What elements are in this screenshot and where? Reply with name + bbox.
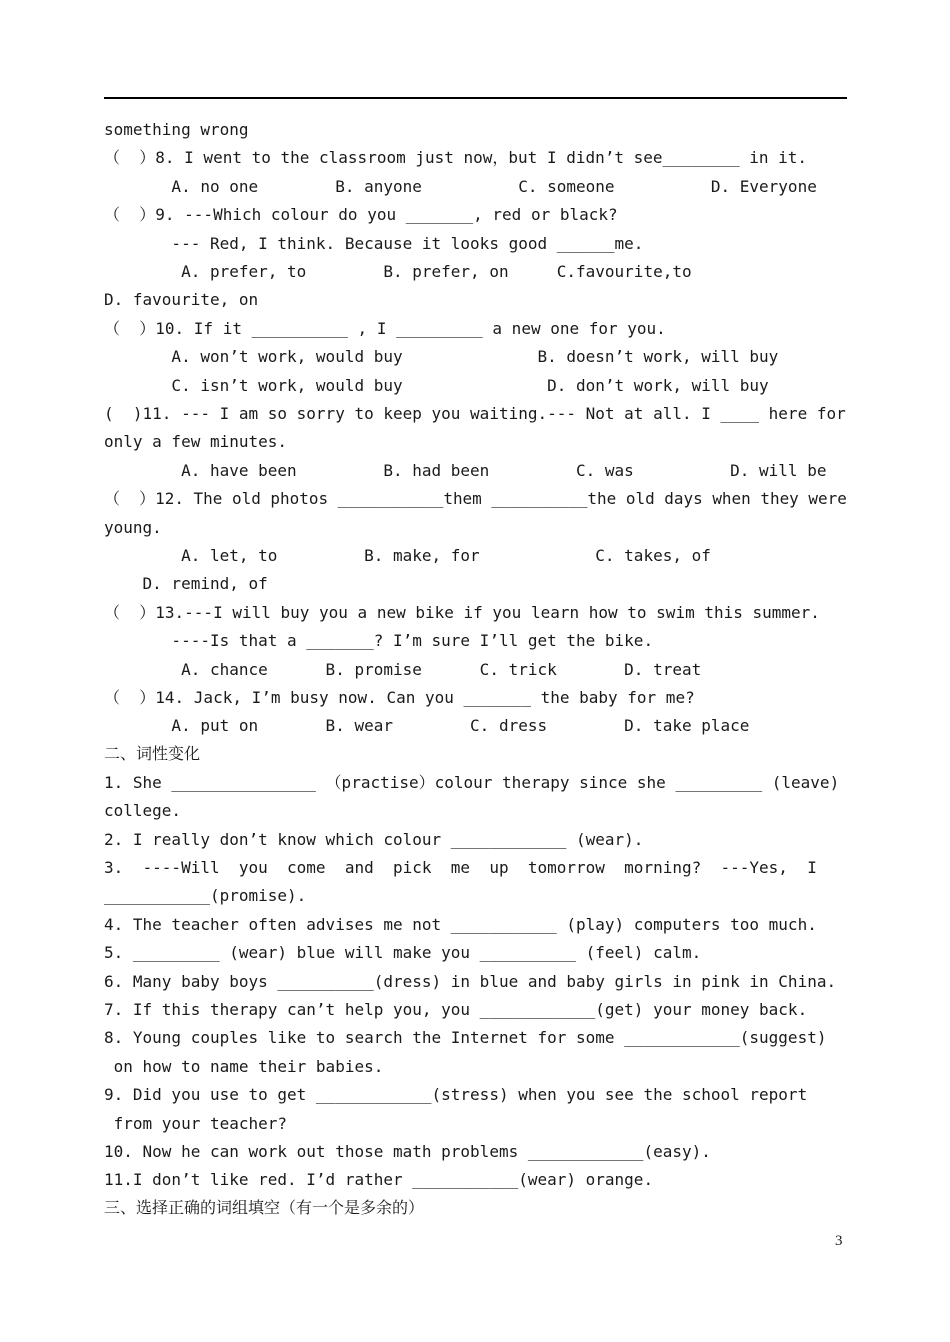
word-form-1: 1. She _______________ （practise）colour therapy since she _________ (leave): [104, 773, 840, 792]
question-10-options-ab: A. won’t work, would buy B. doesn’t work, will buy: [104, 347, 779, 366]
section-2-heading: 二、词性变化: [104, 744, 201, 763]
word-form-7: 7. If this therapy can’t help you, you ____________(get) your money back.: [104, 1000, 808, 1019]
word-form-8-cont: on how to name their babies.: [104, 1057, 384, 1076]
question-9-option-d: D. favourite, on: [104, 290, 259, 309]
word-form-11: 11.I don’t like red. I’d rather ___________(wear) orange.: [104, 1170, 654, 1189]
question-11-cont: only a few minutes.: [104, 432, 288, 451]
question-10-options-cd: C. isn’t work, would buy D. don’t work, will buy: [104, 376, 769, 395]
header-rule: [104, 97, 847, 99]
question-11: ( )11. --- I am so sorry to keep you waiting.--- Not at all. I ____ here for: [104, 404, 846, 423]
question-12-option-d: D. remind, of: [104, 574, 268, 593]
word-form-4: 4. The teacher often advises me not ___________ (play) computers too much.: [104, 915, 817, 934]
question-12-options: A. let, to B. make, for C. takes, of: [104, 546, 711, 565]
question-11-options: A. have been B. had been C. was D. will be: [104, 461, 827, 480]
question-9-options: A. prefer, to B. prefer, on C.favourite,to: [104, 262, 692, 281]
question-13-options: A. chance B. promise C. trick D. treat: [104, 660, 702, 679]
question-14: （ ）14. Jack, I’m busy now. Can you _______ the baby for me?: [104, 688, 695, 707]
question-13-reply: ----Is that a _______? I’m sure I’ll get the bike.: [104, 631, 654, 650]
section-3-heading: 三、选择正确的词组填空（有一个是多余的）: [104, 1198, 425, 1217]
question-10: （ ）10. If it __________ , I _________ a new one for you.: [104, 319, 666, 338]
question-12-cont: young.: [104, 518, 162, 537]
word-form-9-cont: from your teacher?: [104, 1114, 288, 1133]
question-8-options: A. no one B. anyone C. someone D. Everyone: [104, 177, 817, 196]
word-form-5: 5. _________ (wear) blue will make you __________ (feel) calm.: [104, 943, 702, 962]
question-9-reply: --- Red, I think. Because it looks good ______me.: [104, 234, 644, 253]
text-line: something wrong: [104, 120, 249, 139]
page-number: 3: [835, 1233, 843, 1249]
word-form-1-cont: college.: [104, 801, 182, 820]
word-form-2: 2. I really don’t know which colour ____________ (wear).: [104, 830, 644, 849]
question-14-options: A. put on B. wear C. dress D. take place: [104, 716, 750, 735]
question-12: （ ）12. The old photos ___________them __________the old days when they were: [104, 489, 847, 508]
word-form-3-cont: ___________(promise).: [104, 886, 307, 905]
question-8: （ ）8. I went to the classroom just now，but I didn’t see________ in it.: [104, 148, 808, 167]
word-form-3: 3. ----Will you come and pick me up tomorrow morning? ---Yes, I: [104, 858, 817, 877]
word-form-6: 6. Many baby boys __________(dress) in blue and baby girls in pink in China.: [104, 972, 837, 991]
word-form-9: 9. Did you use to get ____________(stress) when you see the school report: [104, 1085, 808, 1104]
question-9: （ ）9. ---Which colour do you _______, red or black?: [104, 205, 618, 224]
word-form-8: 8. Young couples like to search the Internet for some ____________(suggest): [104, 1028, 827, 1047]
word-form-10: 10. Now he can work out those math problems ____________(easy).: [104, 1142, 711, 1161]
question-13: （ ）13.---I will buy you a new bike if you learn how to swim this summer.: [104, 603, 820, 622]
